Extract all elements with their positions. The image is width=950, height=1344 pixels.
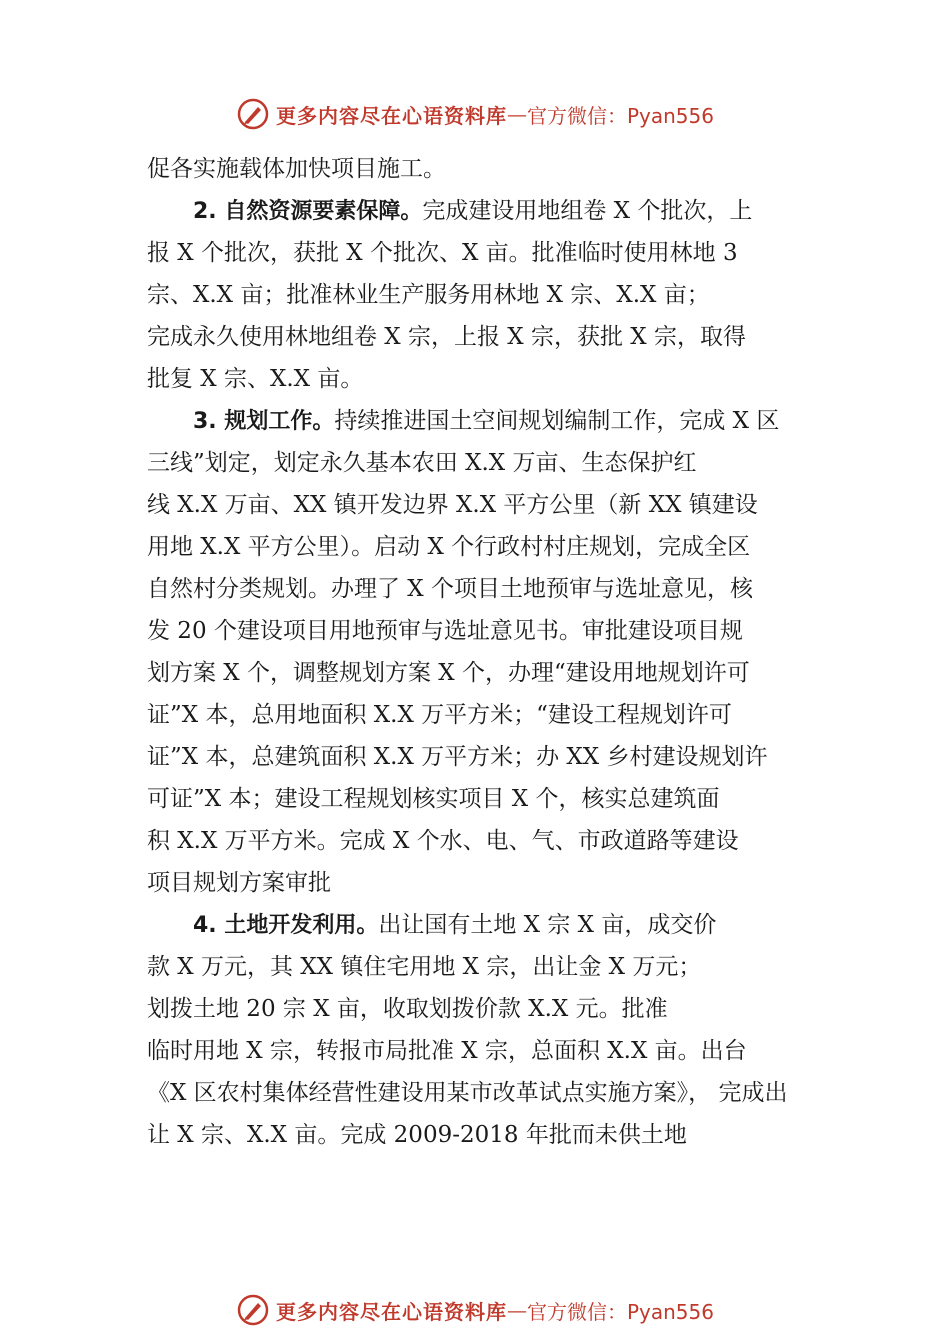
body-line: 宗、X.X 亩；批准林业生产服务用林地 X 宗、X.X 亩；	[147, 282, 710, 308]
document-body	[147, 148, 837, 1156]
body-line: 《X 区农村集体经营性建设用某市改革试点实施方案》， 完成出	[147, 1080, 788, 1106]
section-heading: 2. 自然资源要素保障。	[193, 199, 423, 224]
wechat-text: 官方微信：Pyan556	[526, 1299, 714, 1324]
section-3-line	[147, 400, 837, 442]
header-banner	[0, 94, 950, 134]
body-line: 完成永久使用林地组卷 X 宗，上报 X 宗，获批 X 宗，取得	[147, 324, 746, 350]
section-heading: 4. 土地开发利用。	[193, 913, 379, 938]
body-text: 持续推进国土空间规划编制工作，完成 X 区	[334, 408, 780, 434]
body-line: 划方案 X 个，调整规划方案 X 个，办理“建设用地规划许可	[147, 660, 750, 686]
section-4-line	[147, 904, 837, 946]
body-text: 完成建设用地组卷 X 个批次，上	[422, 198, 753, 224]
footer-banner	[0, 1290, 950, 1330]
body-line: 款 X 万元，其 XX 镇住宅用地 X 宗，出让金 X 万元；	[147, 954, 702, 980]
body-line: 项目规划方案审批	[147, 870, 331, 896]
body-text: 出让国有土地 X 宗 X 亩，成交价	[378, 912, 717, 938]
body-line: 临时用地 X 宗，转报市局批准 X 宗，总面积 X.X 亩。出台	[147, 1038, 747, 1064]
body-line: 发 20 个建设项目用地预审与选址意见书。审批建设项目规	[147, 618, 743, 644]
body-line: 批复 X 宗、X.X 亩。	[147, 366, 364, 392]
pen-logo-icon	[236, 1293, 270, 1327]
body-line: 证”X 本，总用地面积 X.X 万平方米；“建设工程规划许可	[147, 702, 732, 728]
brand-text: 更多内容尽在心语资料库	[275, 1299, 507, 1324]
section-heading: 3. 规划工作。	[193, 409, 335, 434]
brand-separator: —	[506, 102, 527, 126]
wechat-text: 官方微信：Pyan556	[526, 103, 714, 128]
body-line: 用地 X.X 平方公里）。启动 X 个行政村村庄规划，完成全区	[147, 534, 751, 560]
body-line: 报 X 个批次，获批 X 个批次、X 亩。批准临时使用林地 3	[147, 240, 738, 266]
body-line: 让 X 宗、X.X 亩。完成 2009-2018 年批而未供土地	[147, 1122, 687, 1148]
section-2-line	[147, 190, 837, 232]
body-line: 证”X 本，总建筑面积 X.X 万平方米；办 XX 乡村建设规划许	[147, 744, 768, 770]
brand-separator: —	[506, 1298, 527, 1322]
body-line: 促各实施载体加快项目施工。	[147, 156, 446, 182]
body-line: 可证”X 本；建设工程规划核实项目 X 个，核实总建筑面	[147, 786, 720, 812]
body-line: 自然村分类规划。办理了 X 个项目土地预审与选址意见，核	[147, 576, 753, 602]
body-line: 三线”划定，划定永久基本农田 X.X 万亩、生态保护红	[147, 450, 697, 476]
pen-logo-icon	[236, 97, 270, 131]
body-line: 积 X.X 万平方米。完成 X 个水、电、气、市政道路等建设	[147, 828, 739, 854]
body-line: 线 X.X 万亩、XX 镇开发边界 X.X 平方公里（新 XX 镇建设	[147, 492, 758, 518]
body-line: 划拨土地 20 宗 X 亩，收取划拨价款 X.X 元。批准	[147, 996, 668, 1022]
brand-text: 更多内容尽在心语资料库	[275, 103, 507, 128]
